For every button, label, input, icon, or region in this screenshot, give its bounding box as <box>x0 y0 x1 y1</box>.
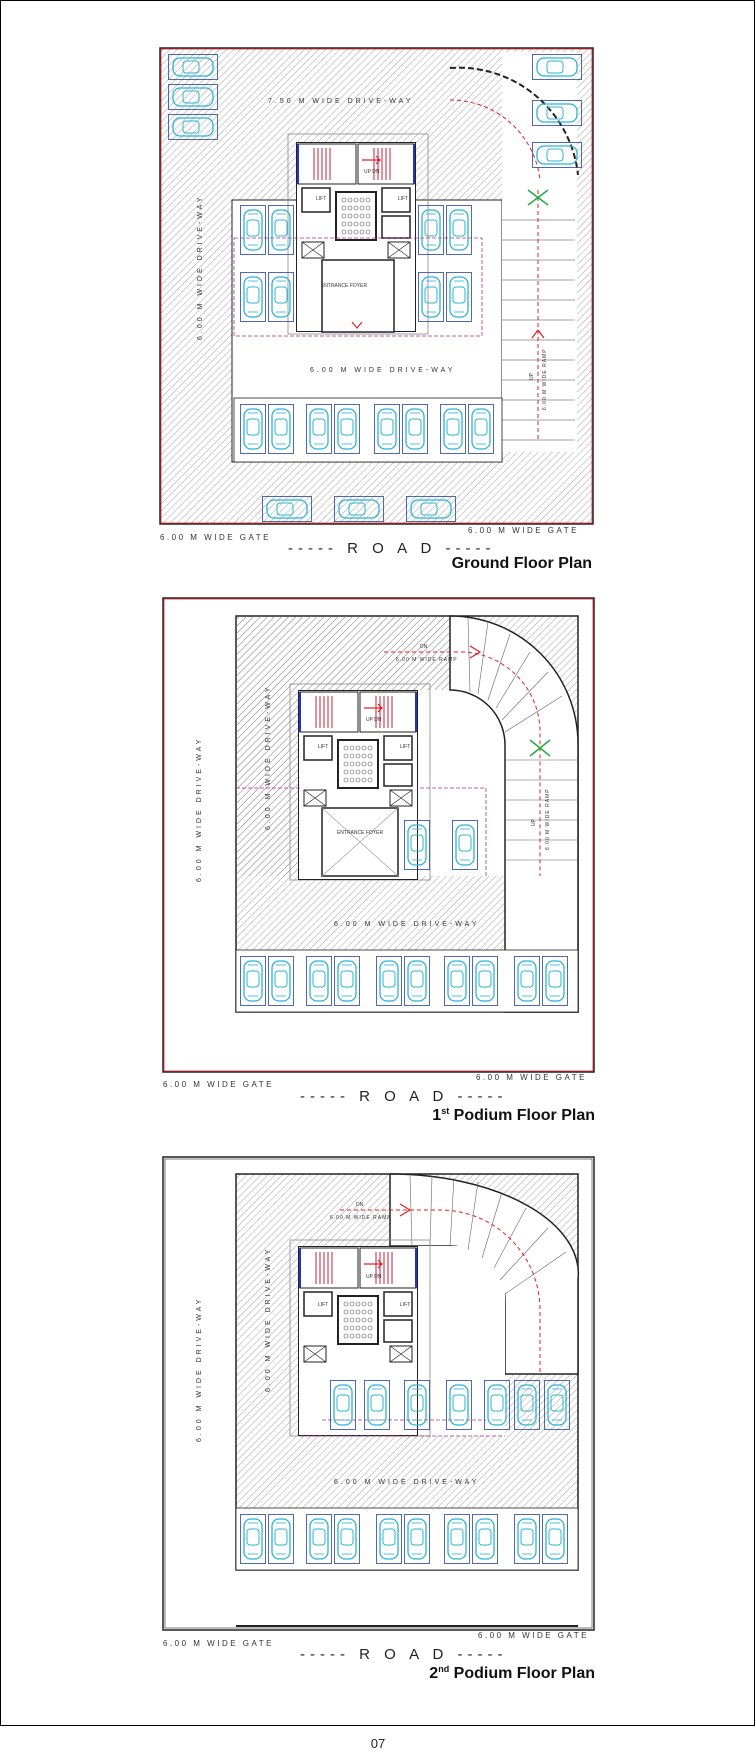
podium2-gate-left: 6.00 M WIDE GATE <box>163 1639 274 1648</box>
podium2-drive-outer: 6.00 M WIDE DRIVE-WAY <box>196 1296 203 1442</box>
ground-gate-left: 6.00 M WIDE GATE <box>160 533 271 542</box>
ground-drive-mid: 6.00 M WIDE DRIVE-WAY <box>310 367 456 374</box>
ground-title: Ground Floor Plan <box>451 555 592 572</box>
podium1-lift-1: LIFT <box>318 744 329 750</box>
podium1-road: ----- R O A D ----- <box>300 1088 508 1105</box>
ground-ramp-dir: UP <box>529 373 535 380</box>
ground-drive-top: 7.50 M WIDE DRIVE-WAY <box>268 98 414 105</box>
podium2-road: ----- R O A D ----- <box>300 1646 508 1663</box>
podium2-lift-2: LIFT <box>400 1302 411 1308</box>
second-podium-plan <box>163 1157 594 1630</box>
podium1-ramp-side-dir: UP <box>531 819 537 826</box>
podium2-ramp-top-dir: DN <box>356 1202 364 1208</box>
podium1-gate-left: 6.00 M WIDE GATE <box>163 1080 274 1089</box>
podium2-stair-dir: UP DN <box>366 1274 382 1280</box>
podium2-gate-right: 6.00 M WIDE GATE <box>478 1631 589 1640</box>
podium1-stair-dir: UP DN <box>366 717 382 723</box>
ground-road: ----- R O A D ----- <box>288 540 496 557</box>
podium1-drive-outer: 6.00 M WIDE DRIVE-WAY <box>196 736 203 882</box>
podium1-ramp-side: 6.00 M WIDE RAMP <box>545 788 551 850</box>
ground-lift-2: LIFT <box>398 196 409 202</box>
ground-lift-1: LIFT <box>316 196 327 202</box>
podium1-ramp-top-dir: DN <box>420 644 428 650</box>
podium1-drive-side: 6.00 M WIDE DRIVE-WAY <box>265 684 272 830</box>
podium1-ramp-top: 6.00 M WIDE RAMP <box>396 657 458 663</box>
podium2-drive-mid: 6.00 M WIDE DRIVE-WAY <box>334 1479 480 1486</box>
podium2-lift-1: LIFT <box>318 1302 329 1308</box>
ground-gate-right: 6.00 M WIDE GATE <box>468 526 579 535</box>
page-number: 07 <box>370 1736 386 1751</box>
ground-ramp-label: 6.00 M WIDE RAMP <box>542 348 548 410</box>
ground-floor-plan <box>160 48 593 524</box>
podium2-title: 2nd Podium Floor Plan <box>429 1664 595 1682</box>
ground-drive-side: 6.00 M WIDE DRIVE-WAY <box>197 194 204 340</box>
podium1-gate-right: 6.00 M WIDE GATE <box>476 1073 587 1082</box>
podium1-drive-mid: 6.00 M WIDE DRIVE-WAY <box>334 921 480 928</box>
podium2-drive-side: 6.00 M WIDE DRIVE-WAY <box>265 1246 272 1392</box>
podium2-ramp-top: 6.00 M WIDE RAMP <box>330 1215 392 1221</box>
podium1-title: 1st Podium Floor Plan <box>432 1106 595 1124</box>
podium1-lift-2: LIFT <box>400 744 411 750</box>
first-podium-plan <box>163 598 594 1072</box>
ground-stair-dir: UP DN <box>364 169 380 175</box>
ground-foyer: ENTRANCE FOYER <box>320 283 368 289</box>
podium1-foyer: ENTRANCE FOYER <box>336 830 384 836</box>
